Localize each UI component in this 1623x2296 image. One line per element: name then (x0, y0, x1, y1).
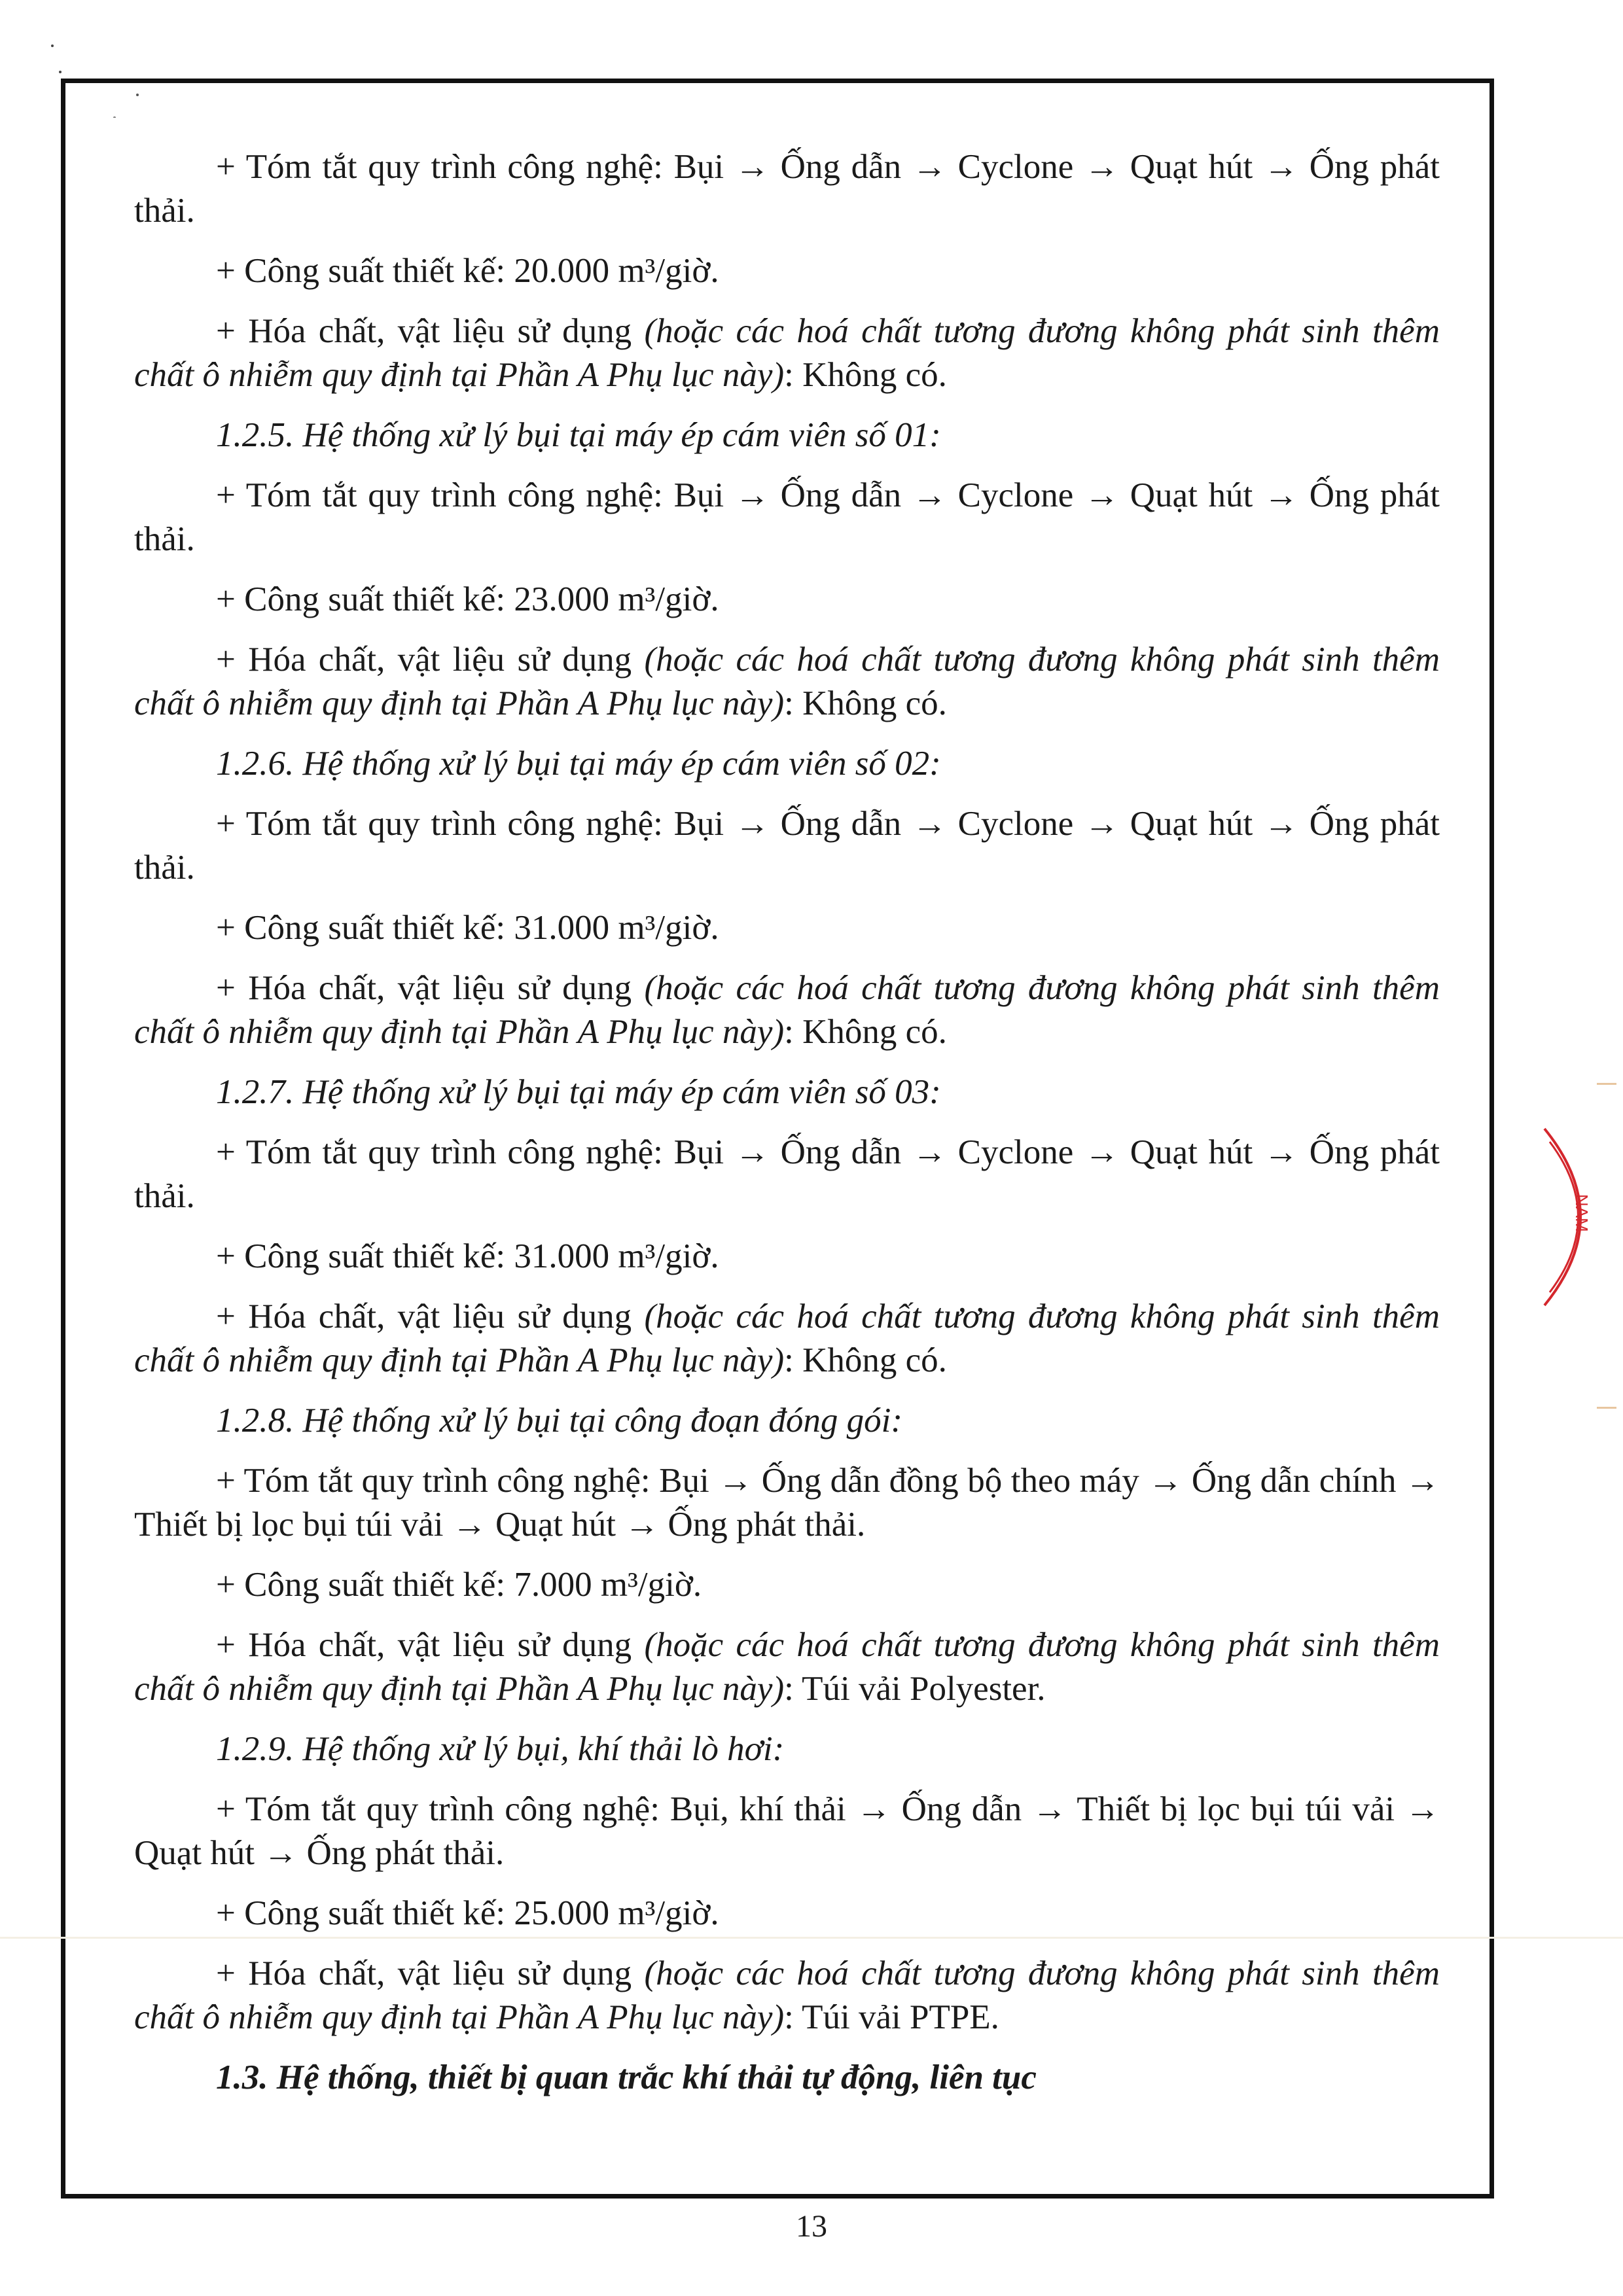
materials-lead: + Hóa chất, vật liệu sử dụng (216, 1298, 645, 1335)
bullet-plus: + (216, 1133, 246, 1171)
list-item (134, 1131, 1440, 1218)
materials-note: (hoặc các hoá chất tương đương không phát sinh thêm chất ô nhiễm quy định tại Phần A Phụ lục này) (134, 1954, 1440, 2036)
list-item (134, 802, 1440, 890)
list-item (134, 145, 1440, 233)
section-heading: 1.2.8. Hệ thống xử lý bụi tại công đoạn đóng gói: (216, 1402, 903, 1439)
list-item (134, 1563, 1440, 1607)
materials-note: (hoặc các hoá chất tương đương không phát sinh thêm chất ô nhiễm quy định tại Phần A Phụ lục này) (134, 312, 1440, 394)
materials-value: : Không có. (784, 1013, 947, 1051)
materials-value: : Không có. (784, 684, 947, 722)
section-title: 1.3. Hệ thống, thiết bị quan trắc khí thải tự động, liên tục (216, 2058, 1037, 2096)
list-item (134, 906, 1440, 950)
bullet-plus: + (216, 805, 246, 843)
list-item (134, 474, 1440, 561)
materials-value: : Không có. (784, 356, 947, 394)
list-item-text: Công suất thiết kế: 7.000 m³/giờ. (244, 1566, 702, 1604)
document-body (134, 145, 1440, 2116)
list-item (134, 1235, 1440, 1279)
list-item (134, 1788, 1440, 1875)
materials-lead: + Hóa chất, vật liệu sử dụng (216, 1954, 645, 1992)
bullet-plus: + (216, 148, 246, 186)
edge-mark (1597, 1083, 1616, 1085)
bullet-plus: + (216, 476, 246, 514)
section-heading: 1.2.6. Hệ thống xử lý bụi tại máy ép cám viên số 02: (216, 745, 941, 783)
list-item-text: Tóm tắt quy trình công nghệ: Bụi → Ống dẫn đồng bộ theo máy → Ống dẫn chính → Thiết bị lọc bụi túi vải → Quạt hút → Ống phát thải. (134, 1462, 1440, 1544)
materials-lead: + Hóa chất, vật liệu sử dụng (216, 1626, 645, 1664)
stamp-text: NAM (1572, 1194, 1592, 1232)
materials-value: : Túi vải Polyester. (784, 1670, 1046, 1708)
materials-value: : Túi vải PTPE. (784, 1998, 999, 2036)
materials-item (134, 1295, 1440, 1383)
list-item-text: Tóm tắt quy trình công nghệ: Bụi, khí thải → Ống dẫn → Thiết bị lọc bụi túi vải → Quạt hút → Ống phát thải. (134, 1790, 1440, 1872)
materials-note: (hoặc các hoá chất tương đương không phát sinh thêm chất ô nhiễm quy định tại Phần A Phụ lục này) (134, 1298, 1440, 1379)
materials-lead: + Hóa chất, vật liệu sử dụng (216, 312, 645, 350)
list-item-text: Tóm tắt quy trình công nghệ: Bụi → Ống dẫn → Cyclone → Quạt hút → Ống phát thải. (134, 805, 1440, 887)
list-item (134, 249, 1440, 293)
list-item-text: Công suất thiết kế: 31.000 m³/giờ. (244, 1237, 719, 1275)
materials-note: (hoặc các hoá chất tương đương không phát sinh thêm chất ô nhiễm quy định tại Phần A Phụ lục này) (134, 969, 1440, 1051)
bullet-plus: + (216, 1894, 245, 1932)
bullet-plus: + (216, 1566, 245, 1604)
list-item-text: Công suất thiết kế: 23.000 m³/giờ. (244, 580, 719, 618)
section-heading: 1.2.7. Hệ thống xử lý bụi tại máy ép cám viên số 03: (216, 1073, 941, 1111)
bullet-plus: + (216, 1237, 245, 1275)
list-item-text: Công suất thiết kế: 20.000 m³/giờ. (244, 252, 719, 290)
list-item-text: Tóm tắt quy trình công nghệ: Bụi → Ống dẫn → Cyclone → Quạt hút → Ống phát thải. (134, 148, 1440, 230)
list-item (134, 1459, 1440, 1547)
list-item-text: Tóm tắt quy trình công nghệ: Bụi → Ống dẫn → Cyclone → Quạt hút → Ống phát thải. (134, 1133, 1440, 1215)
materials-note: (hoặc các hoá chất tương đương không phát sinh thêm chất ô nhiễm quy định tại Phần A Phụ lục này) (134, 1626, 1440, 1708)
list-item-text: Công suất thiết kế: 25.000 m³/giờ. (244, 1894, 719, 1932)
materials-note: (hoặc các hoá chất tương đương không phát sinh thêm chất ô nhiễm quy định tại Phần A Phụ lục này) (134, 641, 1440, 722)
bullet-plus: + (216, 580, 245, 618)
materials-item (134, 309, 1440, 397)
bullet-plus: + (216, 909, 245, 947)
bullet-plus: + (216, 1790, 245, 1828)
bullet-plus: + (216, 1462, 244, 1500)
list-item-text: Công suất thiết kế: 31.000 m³/giờ. (244, 909, 719, 947)
list-item-text: Tóm tắt quy trình công nghệ: Bụi → Ống dẫn → Cyclone → Quạt hút → Ống phát thải. (134, 476, 1440, 558)
materials-item (134, 1623, 1440, 1711)
list-item (134, 1892, 1440, 1935)
section-heading: 1.2.9. Hệ thống xử lý bụi, khí thải lò hơi: (216, 1730, 785, 1768)
page-number: 13 (796, 2209, 827, 2244)
materials-lead: + Hóa chất, vật liệu sử dụng (216, 969, 645, 1007)
materials-item (134, 1952, 1440, 2040)
edge-mark (1597, 1407, 1616, 1409)
scan-artifact (0, 1937, 1623, 1939)
section-heading: 1.2.5. Hệ thống xử lý bụi tại máy ép cám viên số 01: (216, 416, 941, 454)
materials-item (134, 638, 1440, 726)
materials-item (134, 966, 1440, 1054)
materials-lead: + Hóa chất, vật liệu sử dụng (216, 641, 645, 679)
bullet-plus: + (216, 252, 245, 290)
materials-value: : Không có. (784, 1341, 947, 1379)
red-stamp (1538, 1122, 1610, 1312)
list-item (134, 578, 1440, 622)
